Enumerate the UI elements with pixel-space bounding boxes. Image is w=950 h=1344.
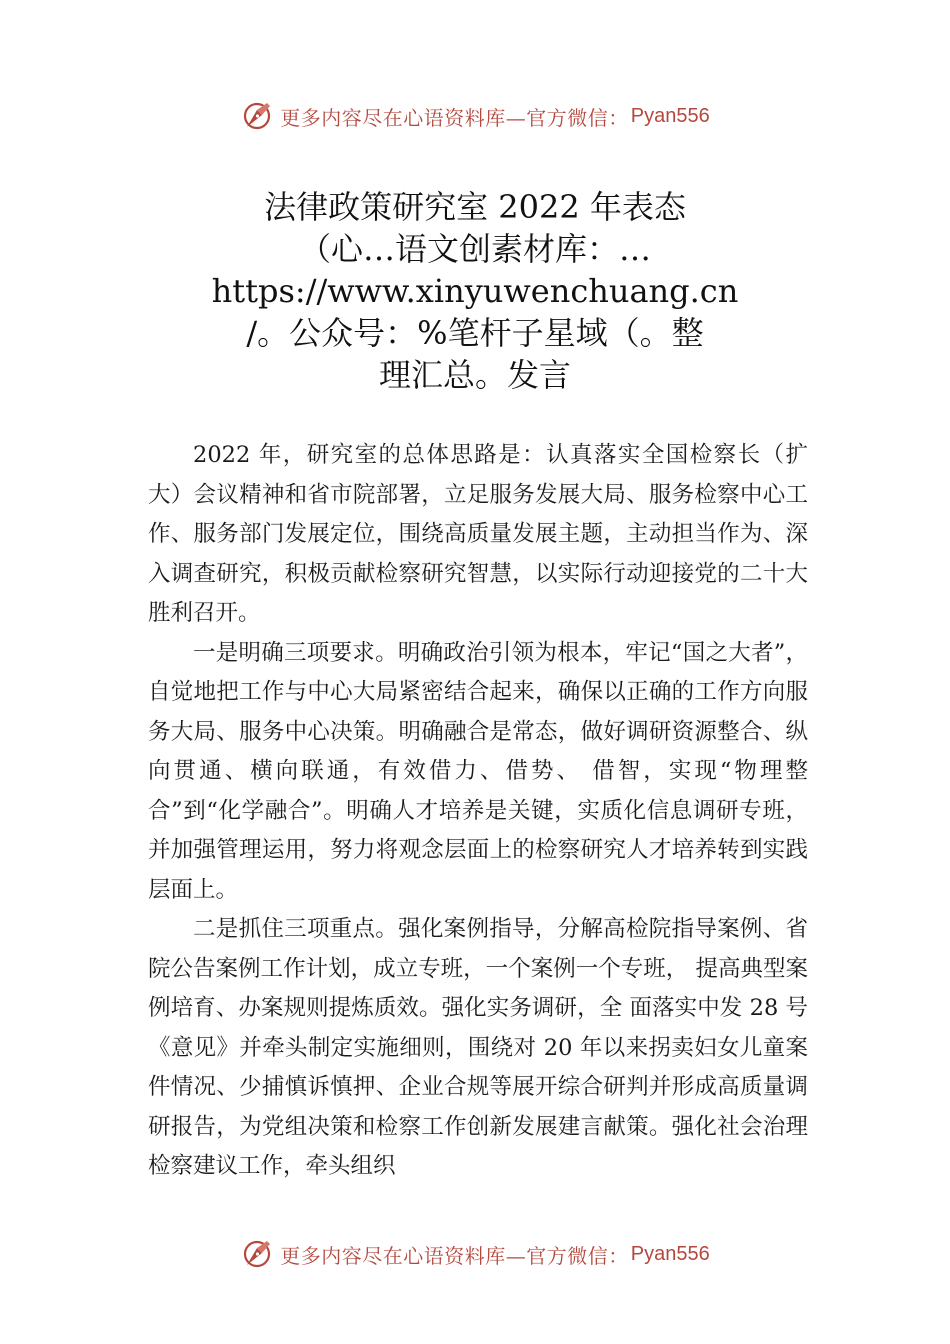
- title-line: 理汇总。发言: [378, 356, 571, 394]
- body-paragraph: 一是明确三项要求。明确政治引领为根本，牢记“国之大者”，自觉地把工作与中心大局紧密结合起来，确保以正确的工作方向服务大局、服务中心决策。明确融合是常态，做好调研资源整合、纵向贯通、横向联通，有效借力、借势、 借智，实现“物理整合”到“化学融合”。明确人才培养是关键，实质化信息调研专班，并加强管理运用，努力将观念层面上的检察研究人才培养转到实践层面上。: [148, 639, 808, 903]
- title-line: https://www.xinyuwenchuang.cn: [211, 272, 739, 310]
- header-banner: [0, 96, 950, 136]
- pen-nib-logo-icon: [240, 1237, 274, 1271]
- body-paragraph: 2022 年，研究室的总体思路是：认真落实全国检察长（扩大）会议精神和省市院部署，立足服务发展大局、服务检察中心工作、服务部门发展定位，围绕高质量发展主题，主动担当作为、深入调查研究，积极贡献检察研究智慧，以实际行动迎接党的二十大胜利召开。: [148, 442, 808, 626]
- footer-banner: [0, 1234, 950, 1274]
- document-body: [148, 436, 808, 1187]
- document-title: [150, 186, 800, 396]
- title-line: 法律政策研究室 2022 年表态: [264, 188, 686, 226]
- banner-promo-text: 更多内容尽在心语资料库—官方微信：: [280, 1243, 629, 1268]
- banner-promo-text: 更多内容尽在心语资料库—官方微信：: [280, 105, 629, 130]
- title-line: （心…语文创素材库：…: [298, 230, 651, 268]
- banner-wechat-id: Pyan556: [630, 1242, 710, 1265]
- body-paragraph: 二是抓住三项重点。强化案例指导，分解高检院指导案例、省院公告案例工作计划，成立专班，一个案例一个专班， 提高典型案例培育、办案规则提炼质效。强化实务调研，全 面落实中发 28 号《意见》并牵头制定实施细则，围绕对 20 年以来拐卖妇女儿童案件情况、少捕慎诉慎押、企业合规等展开综合研判并形成高质量调研报告，为党组决策和检察工作创新发展建言献策。强化社会治理检察建议工作，牵头组织: [148, 916, 808, 1179]
- title-line: /。公众号：%笔杆子星域（。整: [246, 314, 704, 352]
- banner-wechat-id: Pyan556: [630, 104, 710, 127]
- pen-nib-logo-icon: [240, 99, 274, 133]
